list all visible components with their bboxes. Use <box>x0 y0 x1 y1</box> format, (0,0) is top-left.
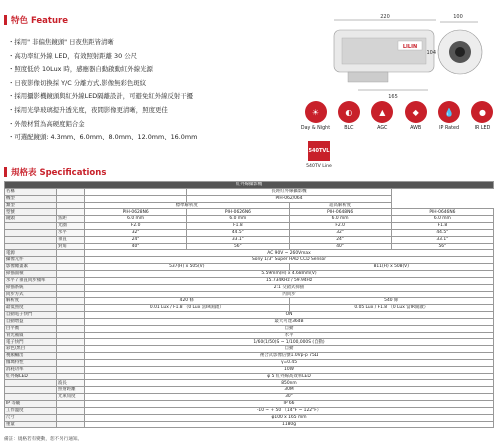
spec-row <box>5 277 494 284</box>
spec-cell <box>57 277 85 284</box>
spec-cell: 32° <box>289 229 391 236</box>
feature-section-title: 特色 Feature <box>4 14 68 26</box>
dim-top-label: 220 <box>380 14 390 20</box>
spec-cell: PIH-0628N6 <box>85 209 187 216</box>
spec-cell <box>57 414 85 421</box>
spec-cell: 40° <box>289 243 391 250</box>
spec-cell: 56° <box>187 243 289 250</box>
spec-cell: PIH-062/064 <box>187 195 392 202</box>
spec-cell: 5.59mm(H) x 4.68mm(V) <box>85 270 494 277</box>
spec-cell: 焦距 <box>57 216 85 223</box>
dim-right-label: 100 <box>453 14 463 20</box>
spec-row <box>5 216 494 223</box>
spec-row <box>5 380 494 387</box>
feature-icons <box>300 101 498 131</box>
spec-cell: 內同步 <box>85 291 494 298</box>
spec-cell: PIH-0646N6 <box>391 209 493 216</box>
spec-cell: 0.05 Lux / F1.8 （0 Lux 當IR開啟） <box>289 305 494 312</box>
spec-row <box>5 332 494 339</box>
spec-cell: 鏡頭 <box>5 216 57 223</box>
spec-row <box>5 270 494 277</box>
spec-cell: 33.1° <box>391 236 493 243</box>
awb-icon: ◆ <box>405 101 427 123</box>
tv-line-badge: 540TVL <box>308 141 330 161</box>
spec-cell: AC 90V ~ 260Vmax <box>85 250 494 257</box>
spec-cell: IP 66 <box>85 401 494 408</box>
spec-cell: 機型 <box>5 195 57 202</box>
spec-row <box>5 401 494 408</box>
spec-cell: PIH-0648N6 <box>289 209 391 216</box>
spec-cell: 30M <box>85 387 494 394</box>
footnote: 備註：規格若有變動，恕不另行通知。 <box>4 437 83 442</box>
spec-row <box>5 291 494 298</box>
agc-icon: ▲ <box>371 101 393 123</box>
spec-row <box>5 209 494 216</box>
spec-cell <box>57 325 85 332</box>
spec-row <box>5 223 494 230</box>
spec-cell: 6.0 mm <box>289 216 391 223</box>
spec-cell: 伽瑪特性 <box>5 359 57 366</box>
title-bar-icon <box>4 167 7 177</box>
spec-cell <box>85 188 187 195</box>
spec-cell <box>5 229 57 236</box>
spec-cell: F1.8 <box>187 223 289 230</box>
ir-led-icon: ● <box>471 101 493 123</box>
spec-cell: 6.0 mm <box>391 216 493 223</box>
spec-cell <box>85 195 187 202</box>
spec-row <box>5 250 494 257</box>
spec-row <box>5 305 494 312</box>
spec-cell: 811(H) x 508(V) <box>289 264 494 271</box>
spec-cell: 對角 <box>57 243 85 250</box>
spec-cell: 攝像元件 <box>5 257 57 264</box>
spec-row <box>5 421 494 428</box>
spec-cell: 光圈 <box>57 223 85 230</box>
spec-cell <box>57 305 85 312</box>
spec-cell: 40° <box>85 243 187 250</box>
spec-cell: ON <box>85 312 494 319</box>
spec-cell <box>57 264 85 271</box>
spec-cell: 水平 / 垂直同步頻率 <box>5 277 57 284</box>
spec-cell: F2.0 <box>289 223 391 230</box>
ip-rated-icon: 💧 <box>438 101 460 123</box>
spec-cell: 光束角度 <box>57 394 85 401</box>
spec-cell <box>57 407 85 414</box>
spec-cell: φ 5 紅外線高效率LED <box>85 373 494 380</box>
feature-icon-item <box>400 101 431 131</box>
feature-item: ・採用攝影機鏡頭與紅外線LED隔離設計，可避免紅外線反射干擾 <box>8 92 194 101</box>
spec-cell <box>5 380 57 387</box>
spec-cell <box>57 195 85 202</box>
feature-item: ・日夜影像切換採 Y/C 分離方式,影像無彩色斑紋 <box>8 78 147 87</box>
spec-cell: 56° <box>391 243 493 250</box>
feature-icon-label: IR LED <box>474 126 491 131</box>
spec-cell <box>57 291 85 298</box>
spec-cell <box>57 209 85 216</box>
spec-row <box>5 312 494 319</box>
feature-icon-label: BLC <box>344 126 354 131</box>
title-bar-icon <box>4 15 7 25</box>
spec-cell <box>57 359 85 366</box>
spec-cell <box>57 401 85 408</box>
spec-cell: 自動 <box>85 346 494 353</box>
spec-row <box>5 188 494 195</box>
spec-cell: 水平 <box>57 229 85 236</box>
spec-cell: 解析度 <box>5 298 57 305</box>
spec-cell: F1.8 <box>391 223 493 230</box>
feature-icon-label: AGC <box>377 126 388 131</box>
spec-row <box>5 346 494 353</box>
day-night-icon: ☀ <box>305 101 327 123</box>
spec-cell: 彩色/黑白 <box>5 346 57 353</box>
spec-row <box>5 359 494 366</box>
spec-row <box>5 387 494 394</box>
spec-row <box>5 236 494 243</box>
spec-cell: 自動增益 <box>5 318 57 325</box>
spec-cell: 水平 <box>85 332 494 339</box>
spec-cell <box>57 339 85 346</box>
spec-row <box>5 325 494 332</box>
spec-cell <box>57 257 85 264</box>
feature-item: ・採用" 非偏焦鏡頭" 日夜焦距皆清晰 <box>8 38 114 46</box>
spec-row <box>5 284 494 291</box>
spec-cell <box>57 332 85 339</box>
spec-header-row <box>5 182 494 189</box>
dim-bottom-label: 165 <box>388 94 398 100</box>
spec-cell: 工作溫度 <box>5 407 57 414</box>
spec-cell: 44.5° <box>187 229 289 236</box>
spec-cell: 視頻輸出 <box>5 353 57 360</box>
spec-row <box>5 339 494 346</box>
feature-icon-item <box>467 101 498 131</box>
spec-cell: 背光補償 <box>5 332 57 339</box>
spec-row <box>5 202 494 209</box>
feature-item: ・可選配鏡頭: 4.3mm、6.0mm、8.0mm、12.0mm、16.0mm <box>8 133 198 142</box>
spec-cell: 6.0 mm <box>85 216 187 223</box>
feature-item: ・高功率紅外線 LED，有效照射距離 30 公尺 <box>8 51 137 60</box>
spec-cell: 電源 <box>5 250 57 257</box>
feature-icon-label: IP Rated <box>439 126 459 131</box>
spec-cell: 超高解析度 <box>289 202 391 209</box>
spec-cell: 標準解析度 <box>85 202 290 209</box>
spec-cell: 電子快門 <box>5 339 57 346</box>
spec-cell: 白平衡 <box>5 325 57 332</box>
spec-cell: 自動電子快門 <box>5 312 57 319</box>
spec-row <box>5 195 494 202</box>
spec-cell: 長距紅外線攝影機 <box>187 188 392 195</box>
spec-cell: 複合式影像信號1.0Vp-p 75Ω <box>85 353 494 360</box>
spec-cell: 掃描系統 <box>5 284 57 291</box>
spec-cell <box>57 250 85 257</box>
spec-row <box>5 373 494 380</box>
spec-cell: 掃描面積 <box>5 270 57 277</box>
feature-icon-item <box>434 101 465 131</box>
spec-cell: 垂直 <box>57 236 85 243</box>
feature-icon-item <box>333 101 364 131</box>
spec-cell: 消耗功率 <box>5 366 57 373</box>
spec-cell: 32° <box>85 229 187 236</box>
spec-row <box>5 243 494 250</box>
feature-icon-item <box>367 101 398 131</box>
spec-row <box>5 264 494 271</box>
spec-cell: 最低照度 <box>5 305 57 312</box>
spec-cell: 類型 <box>5 202 57 209</box>
spec-cell: 420 條 <box>85 298 290 305</box>
spec-cell <box>5 387 57 394</box>
spec-row <box>5 318 494 325</box>
feature-item: ・外殼材質為高硬度鋁合金 <box>8 119 85 128</box>
spec-cell: IP 等級 <box>5 401 57 408</box>
spec-cell <box>57 318 85 325</box>
spec-section-title: 規格表 Specifications <box>4 166 106 178</box>
spec-cell <box>5 394 57 401</box>
spec-cell: 紅外線LED <box>5 373 57 380</box>
spec-cell <box>5 223 57 230</box>
spec-cell: 44.5° <box>391 229 493 236</box>
feature-list <box>8 36 308 145</box>
spec-cell <box>57 353 85 360</box>
spec-cell: φ100 x 165 mm <box>85 414 494 421</box>
spec-cell <box>57 421 85 428</box>
spec-row <box>5 394 494 401</box>
spec-cell: 24° <box>85 236 187 243</box>
spec-cell: 尺寸 <box>5 414 57 421</box>
brand-logo: LILIN <box>402 44 418 50</box>
spec-cell: 重量 <box>5 421 57 428</box>
tv-line-label: 540TV Line <box>306 164 332 169</box>
spec-table <box>4 181 494 428</box>
spec-cell: 1180g <box>85 421 494 428</box>
spec-cell: γ=0.45 <box>85 359 494 366</box>
spec-cell <box>5 243 57 250</box>
spec-cell: F2.0 <box>85 223 187 230</box>
feature-icon-label: Day & Night <box>300 126 331 131</box>
feature-item: ・採用光學玻璃提升透光度，夜間影像更清晰，照度更佳 <box>8 105 168 114</box>
spec-row <box>5 298 494 305</box>
spec-cell: 2:1 交錯式掃描 <box>85 284 494 291</box>
spec-cell: 6.0 mm <box>187 216 289 223</box>
spec-cell <box>57 284 85 291</box>
spec-cell <box>57 270 85 277</box>
feature-icon-label: AWB <box>410 126 422 131</box>
spec-row <box>5 353 494 360</box>
spec-cell <box>57 366 85 373</box>
spec-cell: 540 條 <box>289 298 494 305</box>
spec-cell: 自動 <box>85 325 494 332</box>
spec-cell: 33.1° <box>187 236 289 243</box>
spec-row <box>5 414 494 421</box>
spec-cell <box>57 346 85 353</box>
spec-cell: -10 ~ + 50 （14°F ~ 122°F） <box>85 407 494 414</box>
spec-cell: 名稱 <box>5 188 57 195</box>
spec-cell: 24° <box>289 236 391 243</box>
spec-cell <box>57 373 85 380</box>
feature-icon-item <box>300 101 331 131</box>
blc-icon: ◐ <box>338 101 360 123</box>
spec-cell: 0.01 Lux / F1.8 （0 Lux 當IR開啟） <box>85 305 290 312</box>
spec-cell: Sony 1/3" Super HAD CCD Sensor <box>85 257 494 264</box>
spec-cell <box>57 298 85 305</box>
spec-row <box>5 366 494 373</box>
spec-cell: 最大可達36dB <box>85 318 494 325</box>
spec-cell: 型號 <box>5 209 57 216</box>
spec-row <box>5 407 494 414</box>
spec-cell: 537(H) x 505(V) <box>85 264 290 271</box>
spec-cell <box>57 188 85 195</box>
spec-cell: 850nm <box>85 380 494 387</box>
spec-row <box>5 229 494 236</box>
spec-cell <box>5 236 57 243</box>
tv-line-icon <box>305 141 333 169</box>
camera-drawing <box>328 10 496 110</box>
spec-cell <box>57 312 85 319</box>
spec-cell: 15.734KHz / 59.94Hz <box>85 277 494 284</box>
spec-cell: 照射距離 <box>57 387 85 394</box>
spec-cell: 波長 <box>57 380 85 387</box>
spec-cell: PIH-0626N6 <box>187 209 289 216</box>
feature-item: ・照度低於 10Lux 時，感應器自動啟動紅外線光源 <box>8 65 153 74</box>
spec-row <box>5 257 494 264</box>
spec-cell: 1/60(1/50)S ~ 1/100,000S (自動) <box>85 339 494 346</box>
spec-header: 紅外線攝影機 <box>5 182 494 189</box>
spec-cell: 影像總畫素 <box>5 264 57 271</box>
spec-cell <box>57 202 85 209</box>
spec-cell: 10W <box>85 366 494 373</box>
dim-side-label: 104 <box>426 50 436 56</box>
spec-cell: 30° <box>85 394 494 401</box>
spec-cell: 同步方式 <box>5 291 57 298</box>
